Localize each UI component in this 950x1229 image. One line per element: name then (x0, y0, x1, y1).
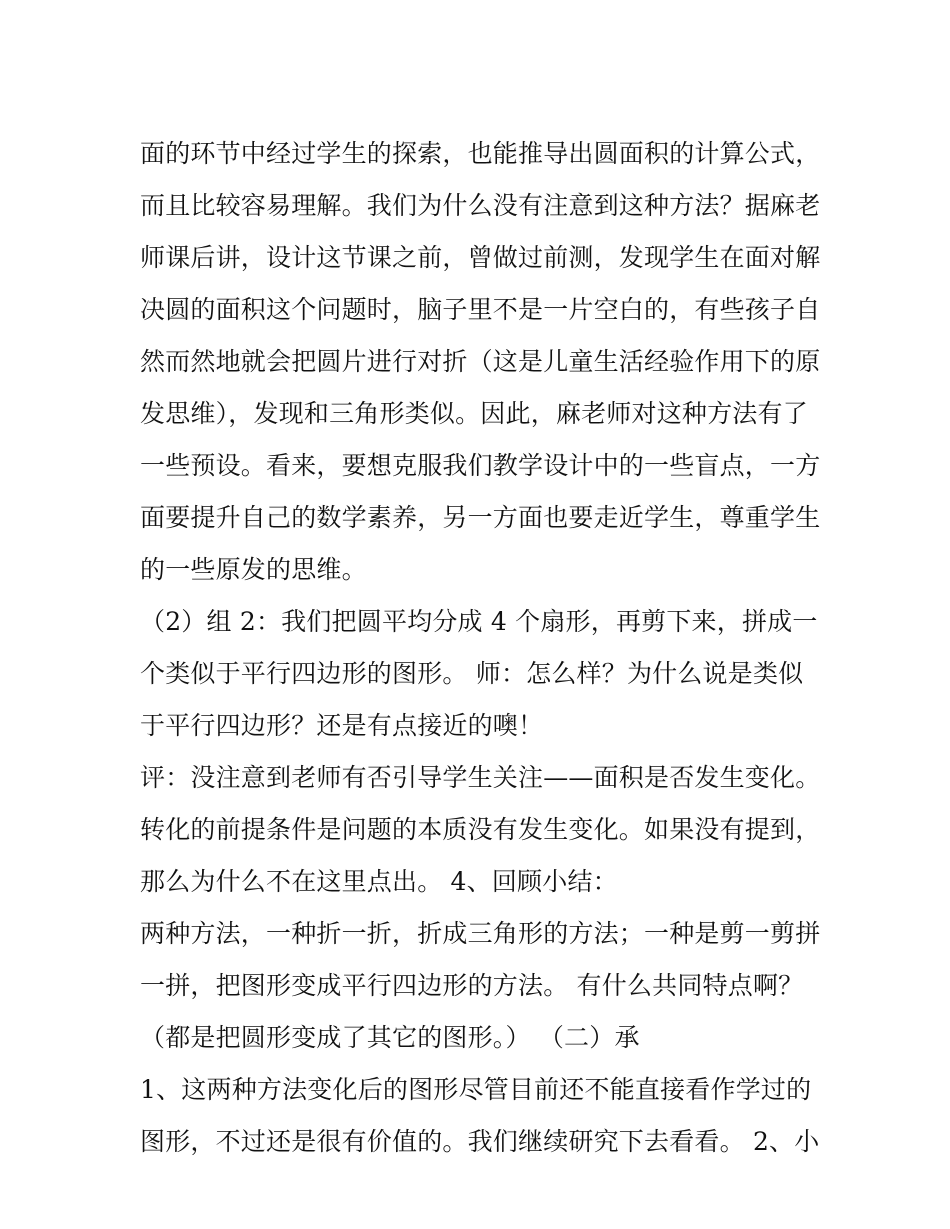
text-line: （都是把圆形变成了其它的图形。） （二）承 (140, 1023, 640, 1052)
text-line: 那么为什么不在这里点出。 4、回顾小结： (140, 867, 618, 896)
text-line: （2）组 2：我们把圆平均分成 4 个扇形，再剪下来，拼成一 (140, 607, 818, 636)
text-line: 发思维），发现和三角形类似。因此，麻老师对这种方法有了 (140, 399, 808, 428)
text-line: 转化的前提条件是问题的本质没有发生变化。如果没有提到， (140, 815, 821, 844)
text-line: 一些预设。看来，要想克服我们教学设计中的一些盲点，一方 (140, 451, 821, 480)
text-line: 1、这两种方法变化后的图形尽管目前还不能直接看作学过的 (140, 1075, 812, 1104)
text-line: 的一些原发的思维。 (140, 555, 367, 584)
text-line: 一拼，把图形变成平行四边形的方法。 有什么共同特点啊？ (140, 971, 804, 1000)
text-line: 面的环节中经过学生的探索，也能推导出圆面积的计算公式， (140, 139, 821, 168)
text-line: 个类似于平行四边形的图形。 师：怎么样？为什么说是类似 (140, 659, 804, 688)
text-line: 两种方法，一种折一折，折成三角形的方法；一种是剪一剪拼 (140, 919, 821, 948)
text-line: 评：没注意到老师有否引导学生关注——面积是否发生变化。 (140, 763, 821, 792)
text-line: 决圆的面积这个问题时，脑子里不是一片空白的，有些孩子自 (140, 295, 821, 324)
text-line: 而且比较容易理解。我们为什么没有注意到这种方法？据麻老 (140, 191, 821, 220)
text-line: 面要提升自己的数学素养，另一方面也要走近学生，尊重学生 (140, 503, 821, 532)
text-line: 图形，不过还是很有价值的。我们继续研究下去看看。 2、小 (140, 1127, 820, 1156)
text-line: 然而然地就会把圆片进行对折（这是儿童生活经验作用下的原 (140, 347, 821, 376)
text-line: 师课后讲，设计这节课之前，曾做过前测，发现学生在面对解 (140, 243, 821, 272)
text-line: 于平行四边形？还是有点接近的噢！ (140, 711, 544, 740)
